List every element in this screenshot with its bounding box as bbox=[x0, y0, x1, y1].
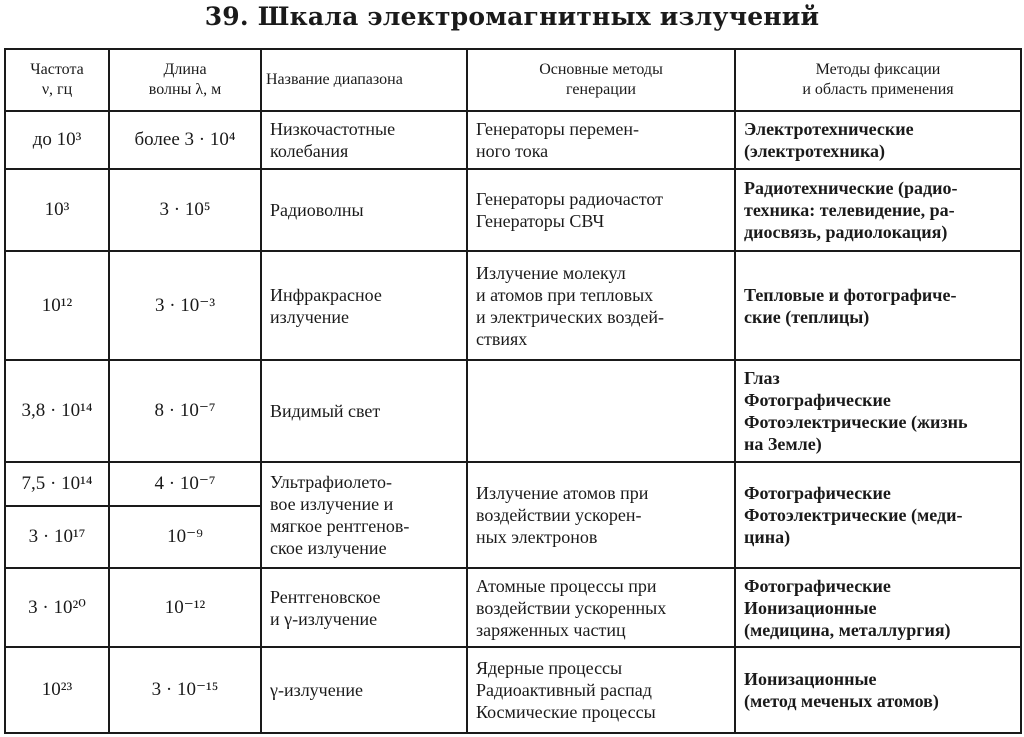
header-range-name: Название диапазона bbox=[261, 49, 467, 111]
range-name-cell-line: излучение bbox=[270, 306, 350, 327]
wavelength-cell: 3 · 10⁵ bbox=[109, 169, 261, 251]
frequency-cell: 3 · 10¹⁷ bbox=[5, 506, 109, 568]
range-name-cell bbox=[261, 169, 467, 251]
header-detection-line-2: и область применения bbox=[802, 81, 954, 98]
generation-cell bbox=[467, 360, 735, 462]
range-name-cell-line: Рентгеновское bbox=[270, 586, 381, 607]
range-name-cell-line: Инфракрасное bbox=[270, 284, 382, 305]
detection-cell bbox=[735, 111, 1021, 169]
frequency-cell: 3 · 10²⁰ bbox=[5, 568, 109, 646]
header-generation-line-1: Основные методы bbox=[539, 61, 663, 78]
range-name-cell-line: Ультрафиолето- bbox=[270, 472, 392, 493]
detection-cell bbox=[735, 251, 1021, 359]
generation-cell-line: Генераторы СВЧ bbox=[476, 211, 605, 232]
wavelength-cell: 8 · 10⁻⁷ bbox=[109, 360, 261, 462]
header-detection bbox=[735, 49, 1021, 111]
range-name-cell bbox=[261, 111, 467, 169]
range-name-cell bbox=[261, 568, 467, 646]
header-detection-line-1: Методы фиксации bbox=[815, 61, 941, 78]
generation-cell bbox=[467, 251, 735, 359]
generation-cell-line: и атомов при тепловых bbox=[476, 284, 654, 305]
detection-cell-line: Электротехнические bbox=[744, 119, 914, 140]
detection-cell-line: (метод меченых атомов) bbox=[744, 690, 939, 711]
header-frequency bbox=[5, 49, 109, 111]
range-name-cell-line: γ-излучение bbox=[270, 679, 363, 700]
generation-cell bbox=[467, 462, 735, 568]
range-name-cell bbox=[261, 462, 467, 568]
detection-cell-line: Фотоэлектрические (жизнь bbox=[744, 411, 968, 432]
detection-cell-line: техника: телевидение, ра- bbox=[744, 200, 955, 221]
detection-cell-line: Глаз bbox=[744, 367, 780, 388]
frequency-cell: 10²³ bbox=[5, 647, 109, 733]
range-name-cell bbox=[261, 251, 467, 359]
page-title: 39. Шкала электромагнитных излучений bbox=[204, 2, 820, 31]
header-frequency-line-1: Частота bbox=[30, 61, 84, 78]
wavelength-cell: 3 · 10⁻¹⁵ bbox=[109, 647, 261, 733]
generation-cell-line: заряженных частиц bbox=[476, 619, 626, 640]
em-spectrum-table bbox=[4, 48, 1022, 734]
table-row bbox=[5, 251, 1021, 359]
table-row bbox=[5, 111, 1021, 169]
header-wavelength bbox=[109, 49, 261, 111]
header-generation-line-2: генерации bbox=[566, 81, 636, 98]
detection-cell bbox=[735, 462, 1021, 568]
generation-cell-line: ствиях bbox=[476, 328, 528, 349]
wavelength-cell: 3 · 10⁻³ bbox=[109, 251, 261, 359]
table-row bbox=[5, 647, 1021, 733]
detection-cell-line: Радиотехнические (радио- bbox=[744, 178, 958, 199]
generation-cell-line: Космические процессы bbox=[476, 701, 656, 722]
range-name-cell-line: колебания bbox=[270, 141, 349, 162]
range-name-cell-line: Низкочастотные bbox=[270, 119, 396, 140]
detection-cell bbox=[735, 360, 1021, 462]
range-name-cell-line: вое излучение и bbox=[270, 494, 394, 515]
detection-cell bbox=[735, 169, 1021, 251]
wavelength-cell: 10⁻⁹ bbox=[109, 506, 261, 568]
generation-cell-line: Ядерные процессы bbox=[476, 657, 623, 678]
detection-cell-line: диосвязь, радиолокация) bbox=[744, 222, 948, 243]
generation-cell-line: воздействии ускоренных bbox=[476, 597, 667, 618]
table-row bbox=[5, 568, 1021, 646]
generation-cell-line: Генераторы перемен- bbox=[476, 119, 640, 140]
detection-cell bbox=[735, 568, 1021, 646]
generation-cell-line: Радиоактивный распад bbox=[476, 679, 652, 700]
range-name-cell-line: ское излучение bbox=[270, 538, 387, 559]
generation-cell-line: воздействии ускорен- bbox=[476, 505, 642, 526]
frequency-cell: 10¹² bbox=[5, 251, 109, 359]
generation-cell-line: Излучение атомов при bbox=[476, 483, 649, 504]
detection-cell-line: на Земле) bbox=[744, 433, 822, 454]
generation-cell-line: Генераторы радиочастот bbox=[476, 189, 663, 210]
range-name-cell-line: и γ-излучение bbox=[270, 608, 378, 629]
generation-cell-line: ных электронов bbox=[476, 527, 598, 548]
range-name-cell bbox=[261, 360, 467, 462]
generation-cell bbox=[467, 568, 735, 646]
header-wavelength-line-1: Длина bbox=[163, 61, 207, 78]
generation-cell bbox=[467, 647, 735, 733]
detection-cell-line: (электротехника) bbox=[744, 141, 886, 162]
detection-cell-line: Ионизационные bbox=[744, 597, 877, 618]
generation-cell-line: и электрических воздей- bbox=[476, 306, 665, 327]
frequency-cell: 3,8 · 10¹⁴ bbox=[5, 360, 109, 462]
table-row bbox=[5, 462, 1021, 506]
detection-cell-line: Фотоэлектрические (меди- bbox=[744, 505, 963, 526]
table-row bbox=[5, 360, 1021, 462]
header-frequency-line-2: ν, гц bbox=[41, 81, 73, 98]
range-name-cell-line: мягкое рентгенов- bbox=[270, 516, 410, 537]
detection-cell-line: Фотографические bbox=[744, 575, 891, 596]
table-row bbox=[5, 169, 1021, 251]
header-row bbox=[5, 49, 1021, 111]
range-name-cell-line: Видимый свет bbox=[270, 400, 381, 421]
generation-cell-line: Излучение молекул bbox=[476, 262, 626, 283]
frequency-cell: 7,5 · 10¹⁴ bbox=[5, 462, 109, 506]
detection-cell-line: Тепловые и фотографиче- bbox=[744, 284, 957, 305]
detection-cell-line: Ионизационные bbox=[744, 668, 877, 689]
detection-cell-line: цина) bbox=[744, 527, 791, 548]
header-wavelength-line-2: волны λ, м bbox=[148, 81, 222, 98]
frequency-cell: до 10³ bbox=[5, 111, 109, 169]
wavelength-cell: 10⁻¹² bbox=[109, 568, 261, 646]
table-body bbox=[5, 111, 1021, 733]
detection-cell-line: (медицина, металлургия) bbox=[744, 619, 951, 640]
frequency-cell: 10³ bbox=[5, 169, 109, 251]
range-name-cell-line: Радиоволны bbox=[270, 200, 364, 221]
generation-cell bbox=[467, 111, 735, 169]
detection-cell-line: Фотографические bbox=[744, 483, 891, 504]
wavelength-cell: 4 · 10⁻⁷ bbox=[109, 462, 261, 506]
detection-cell-line: ские (теплицы) bbox=[744, 306, 870, 327]
generation-cell-line: Атомные процессы при bbox=[476, 575, 657, 596]
range-name-cell bbox=[261, 647, 467, 733]
header-generation bbox=[467, 49, 735, 111]
wavelength-cell: более 3 · 10⁴ bbox=[109, 111, 261, 169]
generation-cell bbox=[467, 169, 735, 251]
generation-cell-line: ного тока bbox=[476, 141, 549, 162]
detection-cell bbox=[735, 647, 1021, 733]
detection-cell-line: Фотографические bbox=[744, 389, 891, 410]
